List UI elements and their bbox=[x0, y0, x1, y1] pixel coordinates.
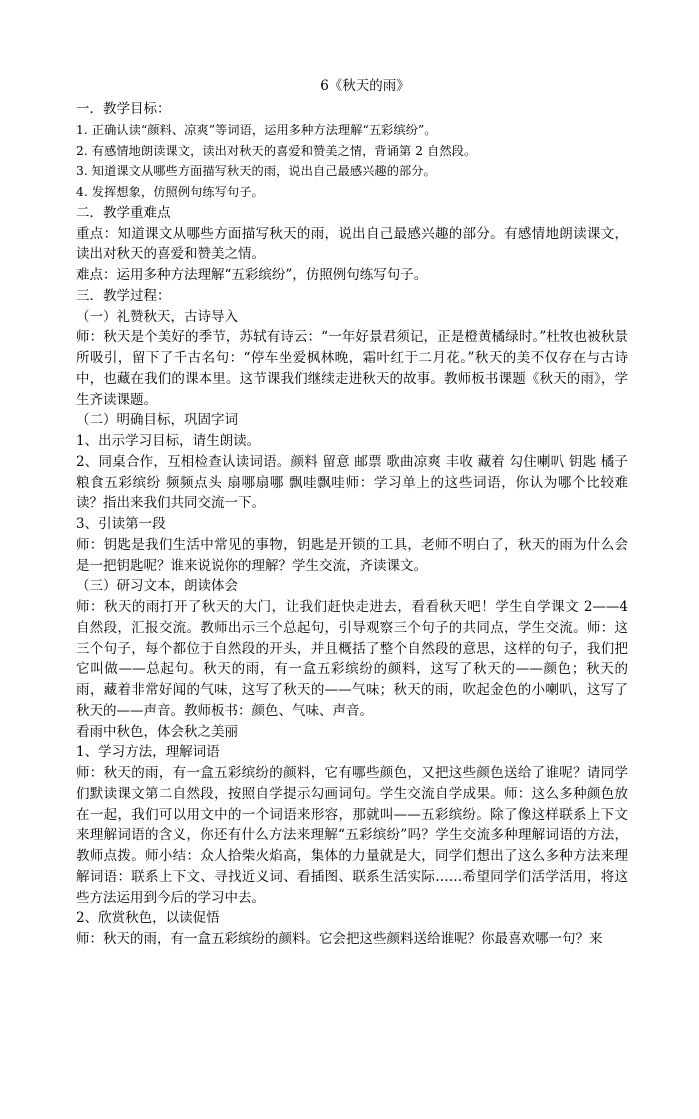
document-title: 6《秋天的雨》 bbox=[320, 78, 410, 94]
difficult-points-paragraph: 难点：运用多种方法理解“五彩缤纷”，仿照例句练写句子。 bbox=[76, 267, 428, 283]
part-2-step-3-paragraph: 师：钥匙是我们生活中常见的事物，钥匙是开锁的工具，老师不明白了，秋天的雨为什么会是一把钥匙呢？谁来说说你的理解？学生交流，齐读课文。 bbox=[76, 536, 628, 574]
objective-item-3: 3. 知道课文从哪些方面描写秋天的雨，说出自己最感兴趣的部分。 bbox=[76, 164, 436, 179]
objective-item-4: 4. 发挥想象，仿照例句练写句子。 bbox=[76, 185, 264, 199]
part-2-step-1: 1、出示学习目标，请生朗读。 bbox=[76, 433, 261, 449]
section-1-heading: 一．教学目标： bbox=[76, 101, 171, 117]
part-3-heading: （三）研习文本，朗读体会 bbox=[76, 578, 238, 595]
part-3-subheading: 看雨中秋色，体会秋之美丽 bbox=[76, 723, 238, 740]
part-2-heading: （二）明确目标，巩固字词 bbox=[76, 412, 238, 429]
part-1-paragraph: 师：秋天是个美好的季节，苏轼有诗云：“一年好景君须记，正是橙黄橘绿时。”杜牧也被秋景所吸引，留下了千古名句：“停车坐爱枫林晚，霜叶红于二月花。”秋天的美不仅存在与古诗中，也藏在我们的课本里。这节课我们继续走进秋天的故事。教师板书课题《秋天的雨》，学生齐读课题。 bbox=[76, 329, 628, 408]
part-3-step-2-paragraph: 师：秋天的雨，有一盒五彩缤纷的颜料。它会把这些颜料送给谁呢？你最喜欢哪一句？来 bbox=[76, 931, 603, 947]
part-2-step-2: 2、同桌合作，互相检查认读词语。颜料 留意 邮票 歌曲凉爽 丰收 藏着 勾住喇叭 钥匙 橘子 粮食五彩缤纷 频频点头 扇哪扇哪 飘哇飘哇师：学习单上的这些词语，你认为哪个比较难读？指出来我们共同交流一下。 bbox=[76, 453, 628, 512]
section-3-heading: 三．教学过程： bbox=[76, 287, 171, 304]
objective-item-1: 1. 正确认读“颜料、凉爽”等词语，运用多种方法理解“五彩缤纷”。 bbox=[76, 122, 437, 137]
part-3-step-1: 1、学习方法，理解词语 bbox=[76, 744, 220, 761]
part-3-step-1-paragraph: 师：秋天的雨，有一盒五彩缤纷的颜料，它有哪些颜色，又把这些颜色送给了谁呢？请同学们默读课文第二自然段，按照自学提示勾画词句。学生交流自学成果。师：这么多种颜色放在一起，我们可以用文中的一个词语来形容，那就叫——五彩缤纷。除了像这样联系上下文来理解词语的含义，你还有什么方法来理解“五彩缤纷”吗？学生交流多种理解词语的方法，教师点拨。师小结：众人拾柴火焰高，集体的力量就是大，同学们想出了这么多种方法来理解词语：联系上下文、寻找近义词、看插图、联系生活实际……希望同学们活学活用，将这些方法运用到今后的学习中去。 bbox=[76, 765, 628, 906]
part-3-paragraph: 师：秋天的雨打开了秋天的大门，让我们赶快走进去，看看秋天吧！学生自学课文 2——4 自然段，汇报交流。教师出示三个总起句，引导观察三个句子的共同点，学生交流。师：这三个句子，每个都位于自然段的开头，并且概括了整个自然段的意思，这样的句子，我们把它叫做——总起句。秋天的雨，有一盒五彩缤纷的颜料，这写了秋天的——颜色；秋天的雨，藏着非常好闻的气味，这写了秋天的——气味；秋天的雨，吹起金色的小喇叭，这写了秋天的——声音。教师板书：颜色、气味、声音。 bbox=[76, 599, 628, 719]
key-points-paragraph: 重点：知道课文从哪些方面描写秋天的雨，说出自己最感兴趣的部分。有感情地朗读课文，读出对秋天的喜爱和赞美之情。 bbox=[76, 225, 628, 263]
section-2-heading: 二．教学重难点 bbox=[76, 204, 171, 221]
part-1-heading: （一）礼赞秋天，古诗导入 bbox=[76, 308, 238, 325]
lesson-plan-page bbox=[76, 76, 628, 950]
part-3-step-2: 2、欣赏秋色，以读促悟 bbox=[76, 910, 220, 927]
objective-item-2: 2. 有感情地朗读课文，读出对秋天的喜爱和赞美之情，背诵第 2 自然段。 bbox=[76, 143, 477, 158]
part-2-step-3: 3、引读第一段 bbox=[76, 516, 166, 532]
